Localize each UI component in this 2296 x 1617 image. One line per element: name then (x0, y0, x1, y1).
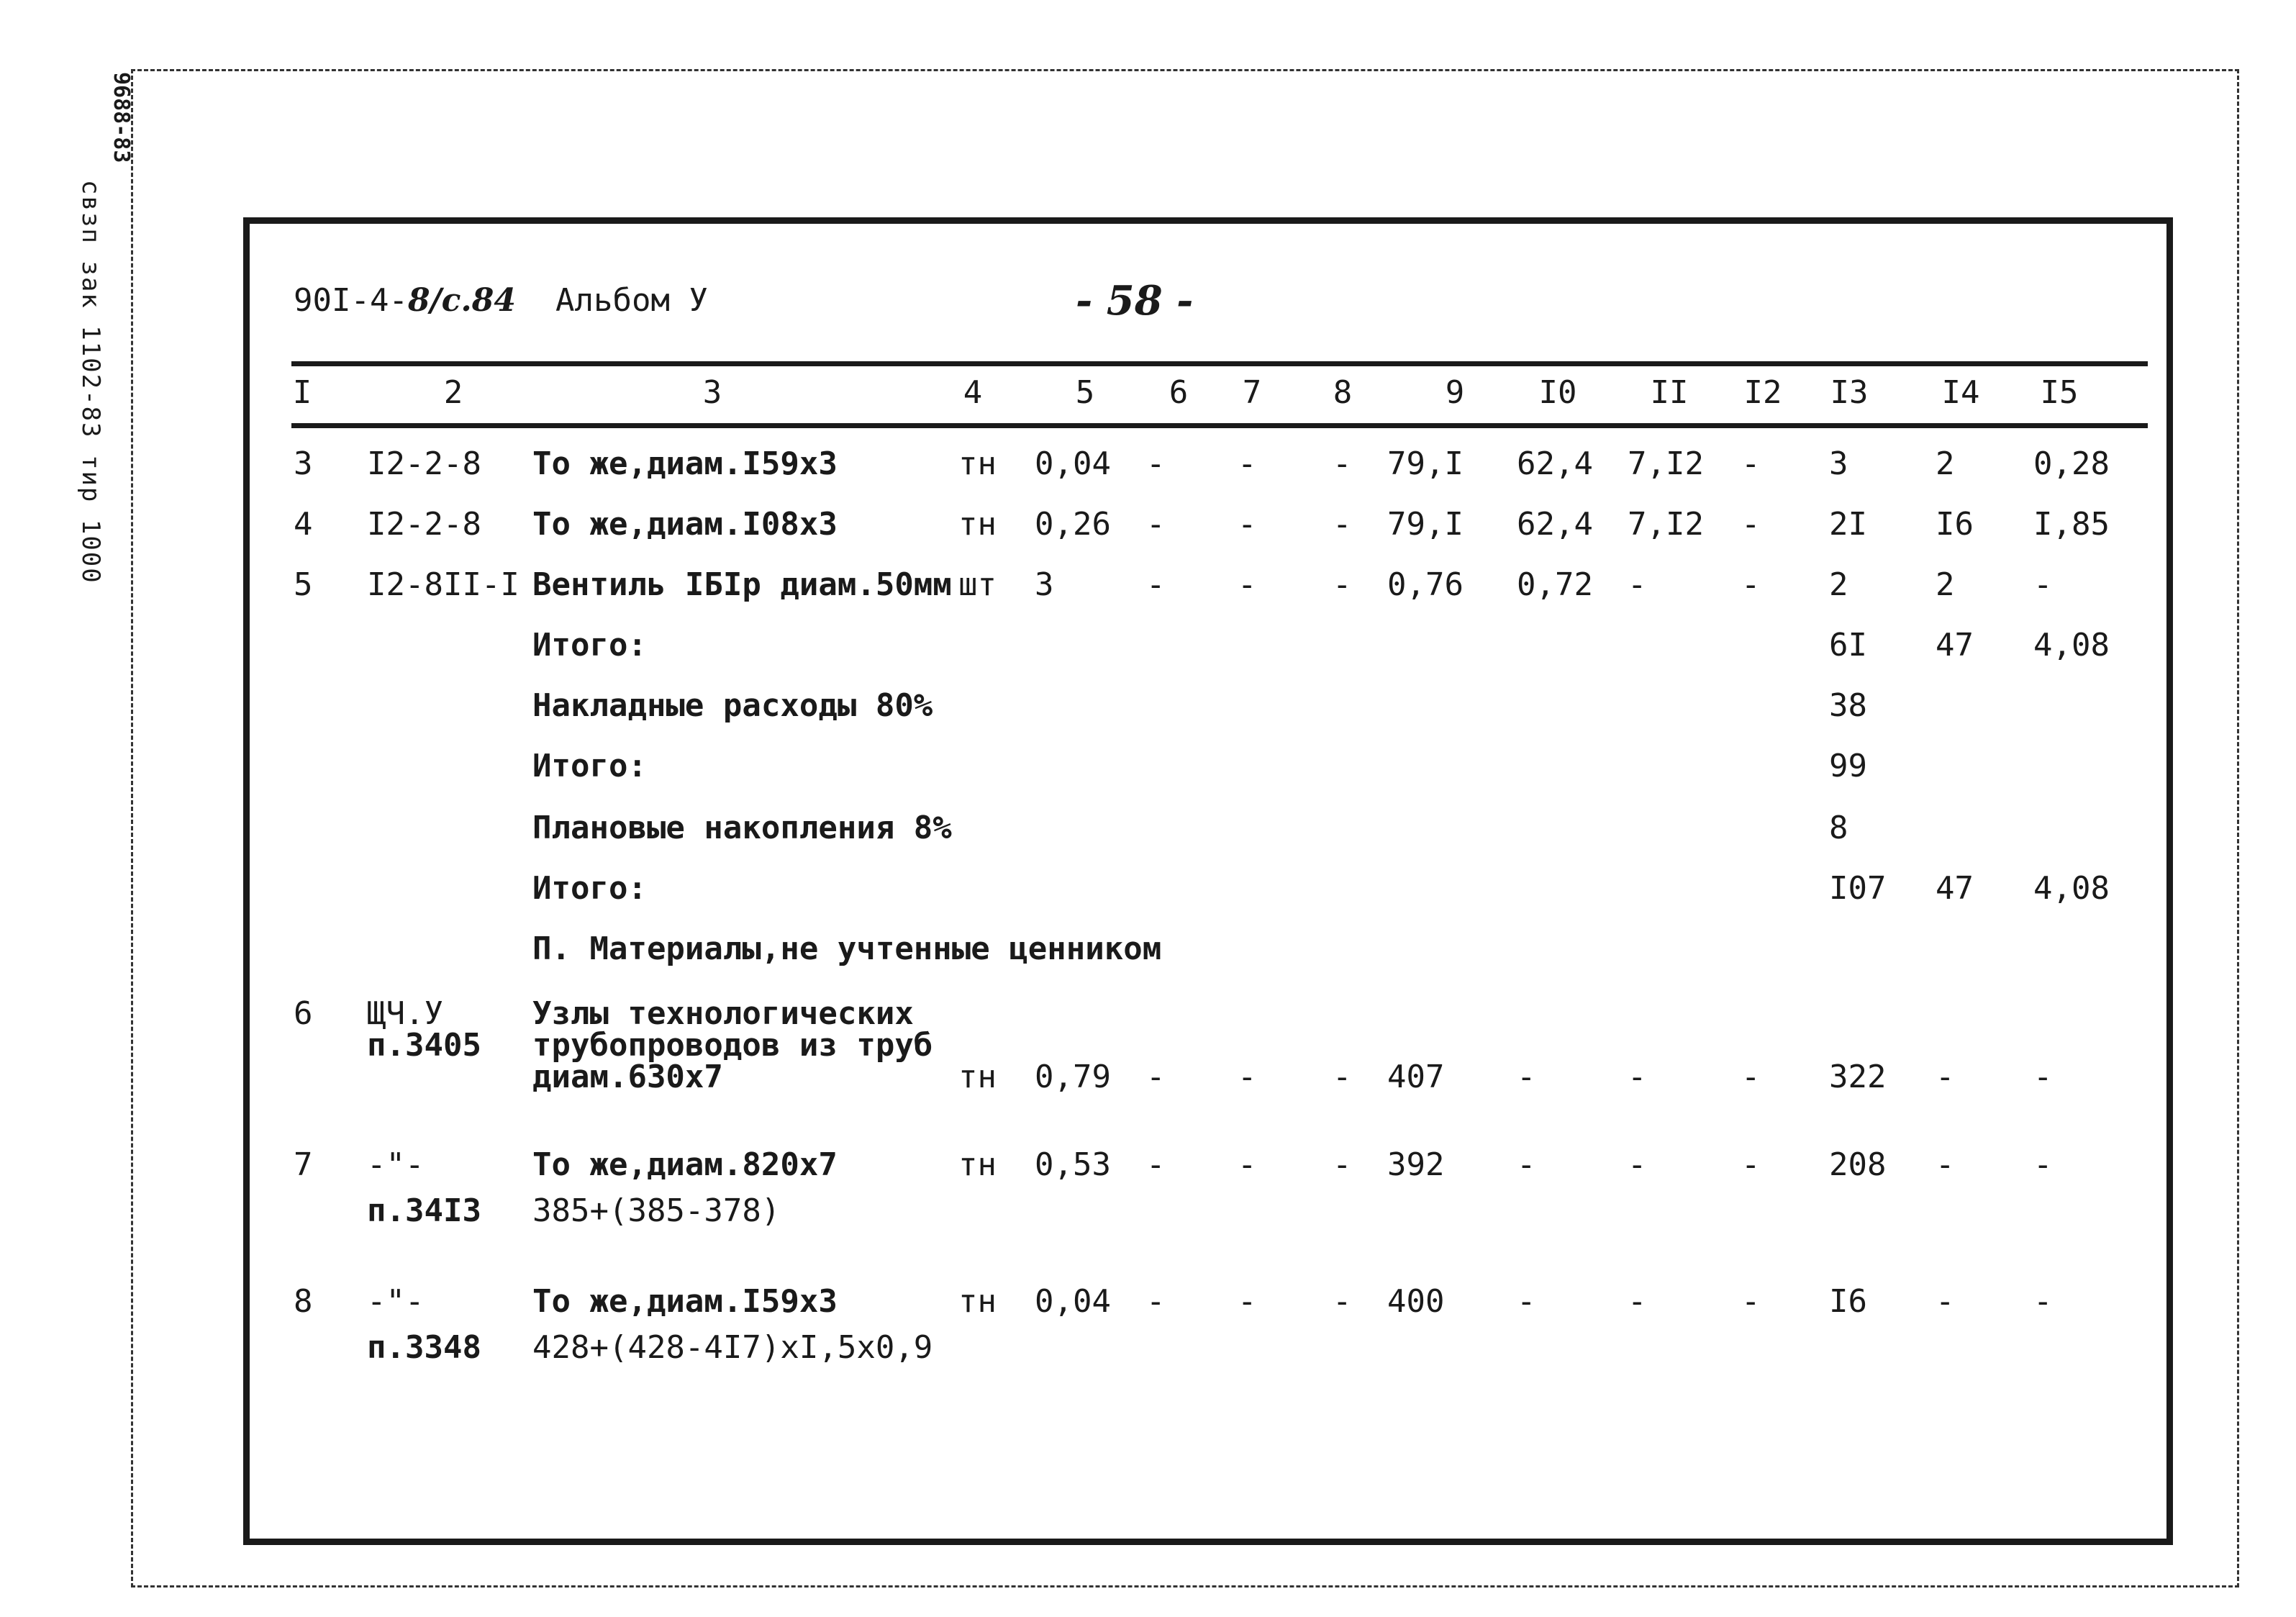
column-number: 6 (1169, 374, 1189, 411)
cell-c8: - (1333, 566, 1352, 603)
column-number: 2 (443, 374, 463, 411)
cell-c9: 0,76 (1387, 566, 1464, 603)
cell-c10: - (1517, 1146, 1536, 1183)
column-number: I4 (1941, 374, 1980, 411)
column-number: 5 (1075, 374, 1095, 411)
cell-c3: То же,диам.I59х3 (532, 1283, 838, 1320)
cell-c3: Итого: (532, 627, 647, 663)
cell-c4: тн (958, 506, 997, 543)
cell-c11: - (1628, 1059, 1647, 1095)
cell-c5: 3 (1035, 566, 1054, 603)
cell-c15: 4,08 (2033, 870, 2110, 907)
cell-c2: I2-2-8 (367, 445, 481, 482)
cell-c7: - (1238, 445, 1257, 482)
side-stamp: свзп зак 1102-83 тир 1000 (76, 180, 105, 584)
cell-c12: - (1741, 506, 1761, 543)
cell-c2: I2-2-8 (367, 506, 481, 543)
cell-c12: - (1741, 445, 1761, 482)
cell-c15: - (2033, 1059, 2053, 1095)
corner-mark: 9688-83 (109, 72, 134, 163)
cell-c5: 0,26 (1035, 506, 1111, 543)
cell-c8: - (1333, 1283, 1352, 1320)
cell-c13: I6 (1829, 1283, 1867, 1320)
cell-c3b: трубопроводов из труб (532, 1027, 933, 1064)
cell-c3: То же,диам.I08х3 (532, 506, 838, 543)
cell-c11: - (1628, 566, 1647, 603)
cell-c5: 0,04 (1035, 445, 1111, 482)
cell-c2b: п.3405 (367, 1027, 481, 1064)
column-number: II (1650, 374, 1689, 411)
table-header-rule (291, 423, 2148, 428)
cell-c12: - (1741, 1146, 1761, 1183)
cell-c5: 0,79 (1035, 1059, 1111, 1095)
cell-c2: -"- (367, 1146, 425, 1183)
cell-c13: 8 (1829, 810, 1848, 846)
cell-c3b: 385+(385-378) (532, 1192, 781, 1229)
cell-c7: - (1238, 1059, 1257, 1095)
cell-c11: - (1628, 1283, 1647, 1320)
column-number: I (292, 374, 312, 411)
page-number: - 58 - (1076, 277, 1194, 325)
cell-c11: 7,I2 (1628, 506, 1704, 543)
cell-c1: 5 (294, 566, 313, 603)
cell-c3b: 428+(428-4I7)хI,5х0,9 (532, 1329, 933, 1366)
column-number: I3 (1830, 374, 1869, 411)
cell-c5: 0,04 (1035, 1283, 1111, 1320)
cell-c6: - (1146, 506, 1166, 543)
cell-c2b: п.34I3 (367, 1192, 481, 1229)
cell-c8: - (1333, 1059, 1352, 1095)
cell-c12: - (1741, 1283, 1761, 1320)
cell-c7: - (1238, 506, 1257, 543)
cell-c13: 3 (1829, 445, 1848, 482)
cell-c3: Узлы технологических (532, 995, 914, 1032)
cell-c7: - (1238, 1146, 1257, 1183)
cell-c10: - (1517, 1283, 1536, 1320)
column-number: 9 (1445, 374, 1465, 411)
cell-c9: 79,I (1387, 506, 1464, 543)
cell-c13: 208 (1829, 1146, 1887, 1183)
column-number: 4 (963, 374, 983, 411)
cell-c6: - (1146, 566, 1166, 603)
cell-c10: 62,4 (1517, 445, 1593, 482)
cell-c3: Итого: (532, 870, 647, 907)
cell-c4: шт (958, 566, 997, 603)
cell-c13: 99 (1829, 748, 1867, 784)
cell-c2: -"- (367, 1283, 425, 1320)
cell-c6: - (1146, 1283, 1166, 1320)
cell-c13: 38 (1829, 687, 1867, 724)
cell-c8: - (1333, 445, 1352, 482)
cell-c10: - (1517, 1059, 1536, 1095)
cell-c15: 0,28 (2033, 445, 2110, 482)
column-number: I5 (2040, 374, 2079, 411)
document-code-handwritten: 8/с.84 (407, 282, 516, 319)
cell-c10: 0,72 (1517, 566, 1593, 603)
cell-c15: 4,08 (2033, 627, 2110, 663)
cell-c14: 47 (1936, 870, 1974, 907)
column-number: 3 (702, 374, 722, 411)
cell-c2: I2-8II-I (367, 566, 519, 603)
column-number: 8 (1333, 374, 1353, 411)
cell-c13: 6I (1829, 627, 1867, 663)
cell-c14: 2 (1936, 566, 1955, 603)
cell-c6: - (1146, 1059, 1166, 1095)
cell-c10: 62,4 (1517, 506, 1593, 543)
cell-c15: - (2033, 566, 2053, 603)
cell-c14: 47 (1936, 627, 1974, 663)
column-number: 7 (1242, 374, 1262, 411)
cell-c15: - (2033, 1283, 2053, 1320)
cell-c1: 6 (294, 995, 313, 1032)
cell-c12: - (1741, 566, 1761, 603)
cell-c4: тн (958, 1146, 997, 1183)
cell-c3: Вентиль IБIр диам.50мм (532, 566, 952, 603)
cell-c14: - (1936, 1059, 1955, 1095)
album-label: Альбом У (555, 282, 708, 319)
cell-c4: тн (958, 1283, 997, 1320)
cell-c3c: диам.630х7 (532, 1059, 723, 1095)
cell-c7: - (1238, 566, 1257, 603)
cell-c1: 3 (294, 445, 313, 482)
cell-c2b: п.3348 (367, 1329, 481, 1366)
cell-c4: тн (958, 1059, 997, 1095)
column-number: I0 (1538, 374, 1577, 411)
cell-c4: тн (958, 445, 997, 482)
cell-c14: I6 (1936, 506, 1974, 543)
cell-c8: - (1333, 506, 1352, 543)
cell-c14: 2 (1936, 445, 1955, 482)
cell-c15: - (2033, 1146, 2053, 1183)
cell-c11: 7,I2 (1628, 445, 1704, 482)
document-code: 90I-4-8/с.84 (294, 282, 516, 319)
cell-c14: - (1936, 1283, 1955, 1320)
cell-c7: - (1238, 1283, 1257, 1320)
table-top-rule (291, 361, 2148, 366)
cell-c9: 407 (1387, 1059, 1445, 1095)
column-number: I2 (1743, 374, 1782, 411)
cell-c12: - (1741, 1059, 1761, 1095)
cell-c13: 2 (1829, 566, 1848, 603)
cell-c13: I07 (1829, 870, 1887, 907)
cell-c1: 7 (294, 1146, 313, 1183)
cell-c13: 2I (1829, 506, 1867, 543)
cell-c1: 8 (294, 1283, 313, 1320)
cell-c15: I,85 (2033, 506, 2110, 543)
cell-c3: Плановые накопления 8% (532, 810, 952, 846)
cell-c13: 322 (1829, 1059, 1887, 1095)
cell-c9: 79,I (1387, 445, 1464, 482)
cell-c3: То же,диам.I59х3 (532, 445, 838, 482)
cell-c3: Итого: (532, 748, 647, 784)
cell-c11: - (1628, 1146, 1647, 1183)
cell-c2: ЩЧ.У (367, 995, 443, 1032)
cell-c9: 400 (1387, 1283, 1445, 1320)
cell-c3: Накладные расходы 80% (532, 687, 933, 724)
cell-c14: - (1936, 1146, 1955, 1183)
cell-c9: 392 (1387, 1146, 1445, 1183)
cell-c1: 4 (294, 506, 313, 543)
cell-c6: - (1146, 445, 1166, 482)
cell-c6: - (1146, 1146, 1166, 1183)
cell-c3: П. Материалы,не учтенные ценником (532, 930, 1162, 967)
cell-c8: - (1333, 1146, 1352, 1183)
cell-c5: 0,53 (1035, 1146, 1111, 1183)
cell-c3: То же,диам.820х7 (532, 1146, 838, 1183)
